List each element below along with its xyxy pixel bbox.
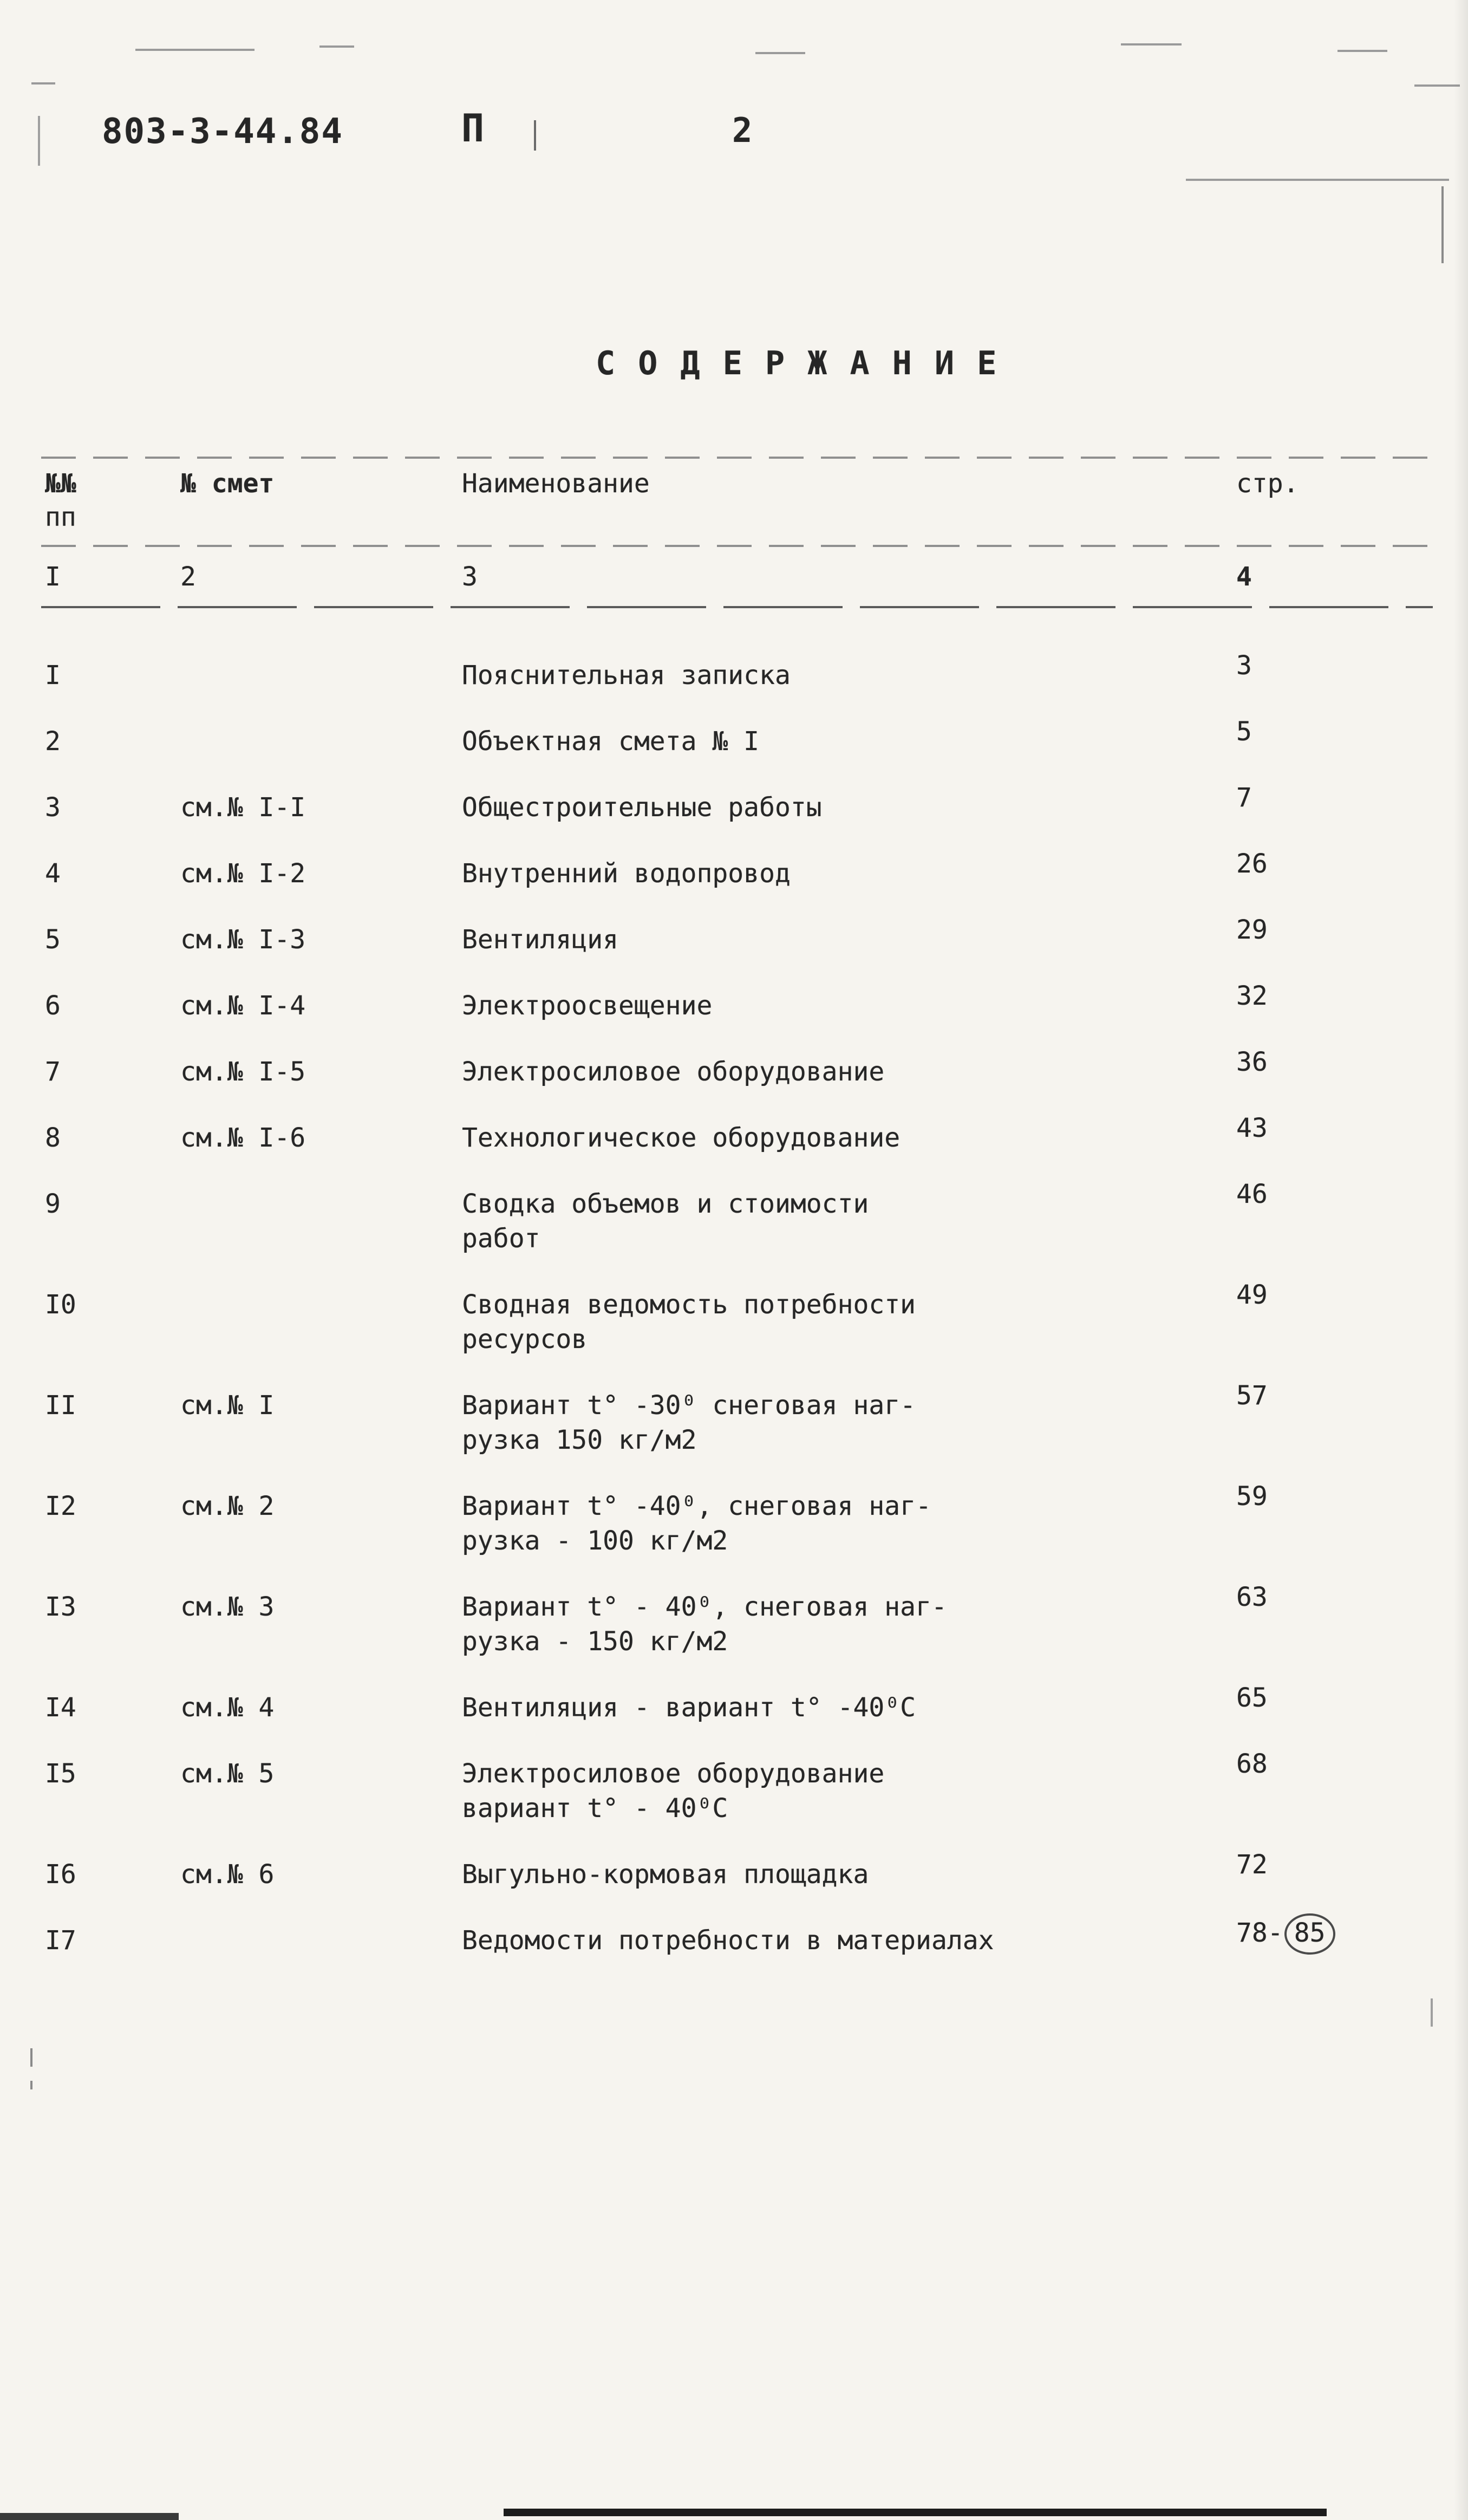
row-page-value: 32 xyxy=(1236,981,1268,1011)
row-smeta: см.№ 3 xyxy=(180,1592,275,1622)
row-name: Вентиляция xyxy=(462,924,618,955)
header-col-num xyxy=(45,467,180,534)
table-row xyxy=(45,915,1447,957)
row-page-value: 49 xyxy=(1236,1280,1268,1310)
scan-artifact xyxy=(31,82,55,84)
header-col-num-line1: №№ xyxy=(45,468,76,499)
row-page-value: 57 xyxy=(1236,1381,1268,1411)
row-page xyxy=(1236,979,1447,1013)
row-page-value: 26 xyxy=(1236,849,1268,879)
table-row xyxy=(45,650,1447,693)
row-smeta: см.№ 2 xyxy=(180,1491,275,1521)
row-page-value: 78- xyxy=(1236,1918,1283,1948)
row-num: I4 xyxy=(45,1692,76,1723)
row-smeta: см.№ I xyxy=(180,1390,275,1421)
horizontal-rule xyxy=(41,457,1443,459)
table-row xyxy=(45,1850,1447,1892)
row-smeta: см.№ 5 xyxy=(180,1759,275,1789)
row-name: Технологическое оборудование xyxy=(462,1123,901,1153)
header-col-name: Наименование xyxy=(462,468,650,499)
row-num: 3 xyxy=(45,792,61,823)
row-num: 8 xyxy=(45,1123,61,1153)
row-name: Общестроительные работы xyxy=(462,792,822,823)
row-page xyxy=(1236,913,1447,947)
scan-artifact xyxy=(38,116,40,166)
table-row xyxy=(45,1683,1447,1725)
row-page xyxy=(1236,1681,1447,1715)
row-smeta: см.№ I-3 xyxy=(180,924,306,955)
row-page xyxy=(1236,1045,1447,1079)
row-smeta: см.№ I-5 xyxy=(180,1057,306,1087)
scan-artifact xyxy=(1441,186,1444,263)
table-row xyxy=(45,981,1447,1023)
row-name: Вариант t° -40⁰, снеговая наг- рузка - 100 кг/м2 xyxy=(462,1491,931,1556)
row-name: Электросиловое оборудование вариант t° - 40⁰С xyxy=(462,1759,885,1824)
row-page-value: 65 xyxy=(1236,1683,1268,1713)
table-row xyxy=(45,849,1447,891)
header-col-num-line2: пп xyxy=(45,502,76,532)
row-num: 4 xyxy=(45,858,61,889)
scan-artifact xyxy=(755,52,805,54)
row-num: 5 xyxy=(45,924,61,955)
row-page-value: 7 xyxy=(1236,783,1252,813)
row-page-value: 63 xyxy=(1236,1582,1268,1612)
scan-artifact xyxy=(534,120,536,151)
row-page-value: 59 xyxy=(1236,1481,1268,1512)
column-index-3: 3 xyxy=(462,562,478,592)
row-page xyxy=(1236,1580,1447,1614)
header-col-smeta: № смет xyxy=(180,468,275,499)
scan-artifact xyxy=(504,2509,1327,2516)
scan-artifact xyxy=(135,49,255,51)
row-num: I5 xyxy=(45,1759,76,1789)
table-row xyxy=(45,717,1447,759)
row-name: Вариант t° -30⁰ снеговая наг- рузка 150 кг/м2 xyxy=(462,1390,916,1455)
table-row xyxy=(45,1749,1447,1826)
table-row xyxy=(45,1582,1447,1659)
row-page xyxy=(1236,846,1447,881)
row-page-value: 3 xyxy=(1236,650,1252,681)
row-page-value: 29 xyxy=(1236,915,1268,945)
row-page xyxy=(1236,1479,1447,1514)
row-page xyxy=(1236,1847,1447,1882)
scan-artifact xyxy=(1121,43,1182,45)
row-page xyxy=(1236,648,1447,683)
table-row xyxy=(45,1481,1447,1558)
row-name: Сводка объемов и стоимости работ xyxy=(462,1189,869,1254)
scan-artifact xyxy=(1337,50,1387,52)
row-page-value: 5 xyxy=(1236,717,1252,747)
row-name: Сводная ведомость потребности ресурсов xyxy=(462,1290,916,1355)
toc-title: С О Д Е Р Ж А Н И Е xyxy=(596,344,999,382)
row-name: Электросиловое оборудование xyxy=(462,1057,885,1087)
row-num: I0 xyxy=(45,1290,76,1320)
row-num: 6 xyxy=(45,991,61,1021)
section-mark: П xyxy=(461,106,485,151)
row-page xyxy=(1236,1111,1447,1145)
row-name: Пояснительная записка xyxy=(462,660,791,691)
row-num: II xyxy=(45,1390,76,1421)
scan-artifact xyxy=(319,45,354,48)
row-num: 2 xyxy=(45,726,61,757)
row-num: I2 xyxy=(45,1491,76,1521)
horizontal-rule xyxy=(41,545,1443,547)
row-smeta: см.№ I-I xyxy=(180,792,306,823)
row-num: I7 xyxy=(45,1925,76,1956)
row-smeta: см.№ 6 xyxy=(180,1859,275,1890)
row-num: I3 xyxy=(45,1592,76,1622)
row-page xyxy=(1236,1278,1447,1312)
scan-artifact xyxy=(30,2048,32,2067)
row-page-circled: 85 xyxy=(1284,1913,1335,1955)
row-num: 7 xyxy=(45,1057,61,1087)
table-header xyxy=(45,467,1447,534)
row-smeta: см.№ 4 xyxy=(180,1692,275,1723)
row-num: I6 xyxy=(45,1859,76,1890)
row-page xyxy=(1236,714,1447,749)
scan-artifact xyxy=(1431,1998,1433,2027)
table-row xyxy=(45,1047,1447,1089)
column-index-1: I xyxy=(45,562,61,592)
scan-artifact xyxy=(30,2081,32,2089)
row-name: Вентиляция - вариант t° -40⁰С xyxy=(462,1692,916,1723)
row-page-value: 43 xyxy=(1236,1113,1268,1143)
row-name: Выгульно-кормовая площадка xyxy=(462,1859,869,1890)
row-name: Вариант t° - 40⁰, снеговая наг- рузка - 150 кг/м2 xyxy=(462,1592,947,1657)
row-smeta: см.№ I-2 xyxy=(180,858,306,889)
horizontal-rule xyxy=(41,606,1433,608)
column-index-2: 2 xyxy=(180,562,196,592)
table-row xyxy=(45,1113,1447,1155)
row-name: Объектная смета № I xyxy=(462,726,760,757)
row-name: Внутренний водопровод xyxy=(462,858,791,889)
row-num: 9 xyxy=(45,1189,61,1219)
row-num: I xyxy=(45,660,61,691)
row-page xyxy=(1236,1747,1447,1781)
table-row xyxy=(45,1280,1447,1357)
row-page xyxy=(1236,780,1447,815)
doc-number: 803-3-44.84 xyxy=(102,112,343,152)
row-page-value: 72 xyxy=(1236,1850,1268,1880)
row-name: Электроосвещение xyxy=(462,991,713,1021)
row-smeta: см.№ I-4 xyxy=(180,991,306,1021)
header-col-page: стр. xyxy=(1236,468,1299,499)
page-number: 2 xyxy=(732,110,753,150)
column-index-4: 4 xyxy=(1236,562,1252,592)
table-rows xyxy=(45,650,1447,1964)
scan-artifact xyxy=(1186,179,1449,181)
scan-artifact xyxy=(0,2513,179,2520)
column-indices-row xyxy=(45,560,1447,594)
table-row xyxy=(45,1179,1447,1256)
row-page-value: 68 xyxy=(1236,1749,1268,1779)
row-page-value: 46 xyxy=(1236,1179,1268,1209)
scan-artifact xyxy=(1414,84,1460,87)
row-smeta: см.№ I-6 xyxy=(180,1123,306,1153)
table-row xyxy=(45,1381,1447,1457)
row-page xyxy=(1236,1177,1447,1212)
row-name: Ведомости потребности в материалах xyxy=(462,1925,994,1956)
table-row xyxy=(45,783,1447,825)
row-page-value: 36 xyxy=(1236,1047,1268,1077)
row-page xyxy=(1236,1913,1447,1955)
row-page xyxy=(1236,1378,1447,1413)
table-row xyxy=(45,1918,1447,1964)
